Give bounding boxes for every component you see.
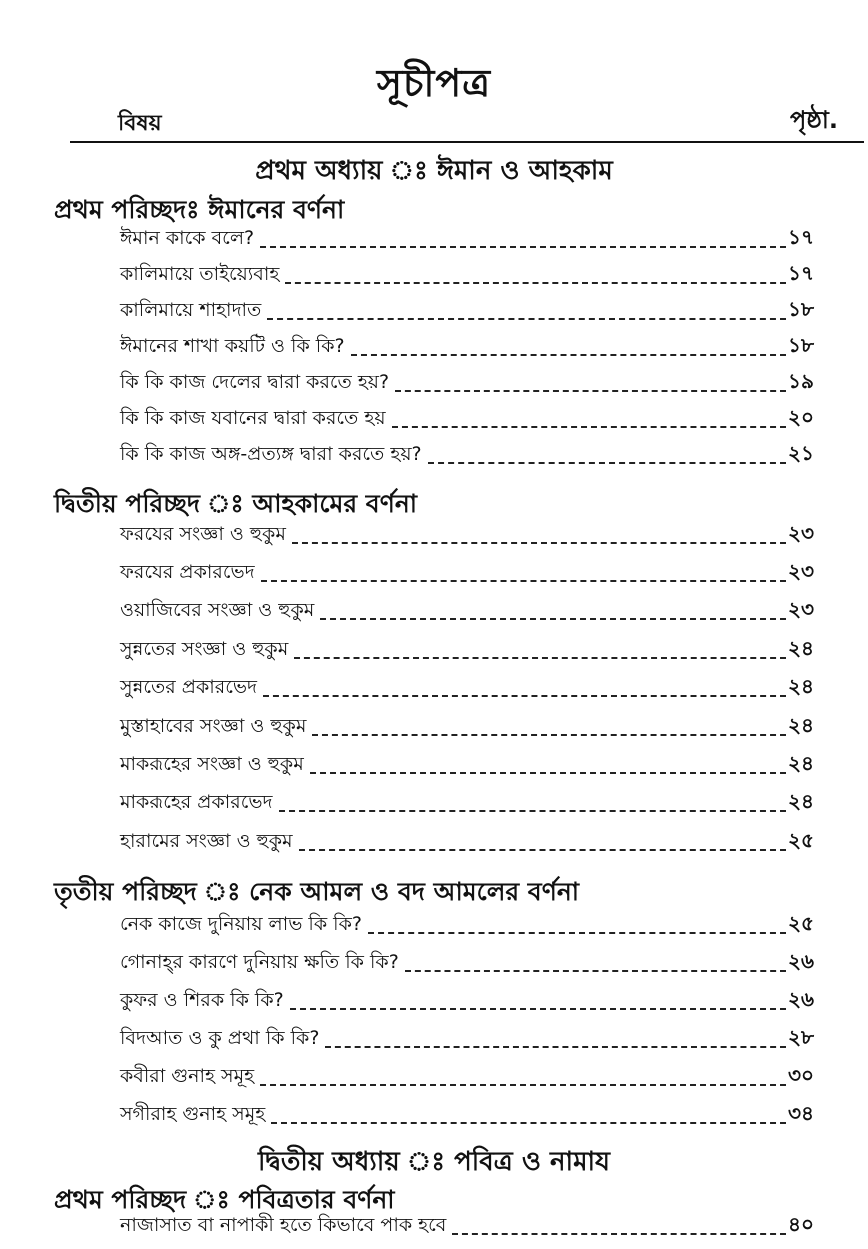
entry-page: ২৮	[788, 1025, 814, 1049]
toc-entry[interactable]	[120, 522, 814, 552]
header-rule	[70, 141, 864, 143]
toc-entry[interactable]	[120, 637, 814, 667]
leader-dashes	[292, 542, 786, 544]
toc-entry[interactable]	[120, 829, 814, 859]
leader-dashes	[285, 282, 786, 284]
leader-dashes	[294, 657, 786, 659]
entry-page: ২৬	[787, 987, 814, 1011]
entry-page: ২৪	[788, 713, 814, 737]
leader-dashes	[320, 618, 786, 620]
entry-page: ২৪	[788, 751, 814, 775]
toc-entry[interactable]	[120, 262, 814, 292]
entry-page: ২৪	[788, 636, 814, 660]
leader-dashes	[368, 932, 786, 934]
leader-dashes	[428, 462, 786, 464]
leader-dashes	[263, 695, 786, 697]
entry-text: কালিমায়ে শাহাদাত	[120, 299, 262, 321]
entry-page: ১৮	[788, 333, 814, 357]
page-title: সূচীপত্র	[376, 61, 492, 105]
leader-dashes	[279, 810, 787, 812]
entry-text: বিদআত ও কু প্রথা কি কি?	[120, 1027, 320, 1049]
entry-text: গোনাহ্‌র কারণে দুনিয়ায় ক্ষতি কি কি?	[120, 951, 399, 973]
leader-dashes	[260, 246, 786, 248]
page-column-header: পৃষ্ঠা.	[789, 106, 838, 134]
entry-page: ১৭	[788, 261, 814, 285]
leader-dashes	[312, 734, 786, 736]
entry-page: ২৩	[787, 559, 814, 583]
leader-dashes	[260, 1084, 786, 1086]
leader-dashes	[290, 1008, 786, 1010]
entry-text: নেক কাজে দুনিয়ায় লাভ কি কি?	[120, 913, 362, 935]
entry-text: মাকরূহের প্রকারভেদ	[120, 791, 273, 813]
toc-entry[interactable]	[120, 1102, 814, 1132]
entry-text: ফরযের সংজ্ঞা ও হুকুম	[120, 523, 286, 545]
entry-page: ২৬	[787, 949, 814, 973]
toc-entry[interactable]	[120, 560, 814, 590]
entry-text: সুন্নতের প্রকারভেদ	[120, 676, 257, 698]
leader-dashes	[271, 1122, 786, 1124]
entry-text: ঈমান কাকে বলে?	[120, 227, 255, 249]
toc-entry[interactable]	[120, 790, 814, 820]
entry-text: মাকরূহের সংজ্ঞা ও হুকুম	[120, 753, 304, 775]
leader-dashes	[351, 354, 786, 356]
toc-entry[interactable]	[120, 298, 814, 328]
entry-page: ১৯	[788, 369, 814, 393]
entry-page: ২৩	[787, 521, 814, 545]
toc-entry[interactable]	[120, 442, 814, 472]
toc-entry[interactable]	[120, 950, 814, 980]
section-title: প্রথম পরিচ্ছদঃ ঈমানের বর্ণনা	[54, 195, 345, 224]
leader-dashes	[261, 580, 786, 582]
entry-text: কি কি কাজ অঙ্গ-প্রত্যঙ্গ দ্বারা করতে হয়?	[120, 443, 422, 465]
leader-dashes	[325, 1046, 786, 1048]
entry-text: কি কি কাজ যবানের দ্বারা করতে হয়	[120, 407, 386, 429]
toc-entry[interactable]	[120, 912, 814, 942]
leader-dashes	[299, 849, 786, 851]
entry-text: হারামের সংজ্ঞা ও হুকুম	[120, 830, 293, 852]
leader-dashes	[452, 1233, 786, 1235]
entry-text: ফরযের প্রকারভেদ	[120, 561, 255, 583]
toc-entry[interactable]	[120, 370, 814, 400]
entry-text: সগীরাহ গুনাহ সমূহ	[120, 1103, 266, 1125]
leader-dashes	[267, 318, 786, 320]
toc-entry[interactable]	[120, 1064, 814, 1094]
leader-dashes	[395, 390, 786, 392]
entry-text: কুফর ও শিরক কি কি?	[120, 989, 284, 1011]
entry-page: ২৫	[788, 911, 814, 935]
entry-page: ২৫	[788, 828, 814, 852]
entry-page: ২০	[787, 405, 814, 429]
chapter-title: প্রথম অধ্যায় ঃ ঈমান ও আহকাম	[255, 156, 613, 186]
leader-dashes	[310, 772, 786, 774]
leader-dashes	[392, 426, 786, 428]
entry-text: নাজাসাত বা নাপাকী হতে কিভাবে পাক হবে	[120, 1214, 447, 1236]
entry-text: কালিমায়ে তাইয়্যেবাহ	[120, 263, 280, 285]
toc-entry[interactable]	[120, 752, 814, 782]
entry-page: ৩০	[787, 1063, 814, 1087]
entry-page: ৩৪	[788, 1101, 814, 1125]
chapter-title: দ্বিতীয় অধ্যায় ঃ পবিত্র ও নামায	[257, 1147, 611, 1177]
entry-text: সুন্নতের সংজ্ঞা ও হুকুম	[120, 638, 289, 660]
entry-page: ২৪	[788, 674, 814, 698]
entry-page: ২১	[788, 441, 814, 465]
section-title: দ্বিতীয় পরিচ্ছদ ঃ আহকামের বর্ণনা	[54, 489, 418, 518]
toc-entry[interactable]	[120, 988, 814, 1018]
section-title: প্রথম পরিচ্ছদ ঃ পবিত্রতার বর্ণনা	[54, 1185, 395, 1214]
toc-entry[interactable]	[120, 675, 814, 705]
entry-text: ওয়াজিবের সংজ্ঞা ও হুকুম	[120, 599, 315, 621]
toc-entry[interactable]	[120, 1213, 814, 1243]
entry-page: ৪০	[788, 1212, 814, 1236]
entry-page: ২৩	[787, 597, 814, 621]
toc-entry[interactable]	[120, 714, 814, 744]
subject-column-header: বিষয়	[118, 111, 162, 136]
toc-entry[interactable]	[120, 334, 814, 364]
toc-entry[interactable]	[120, 226, 814, 256]
entry-text: কবীরা গুনাহ সমূহ	[120, 1065, 255, 1087]
toc-entry[interactable]	[120, 598, 814, 628]
toc-entry[interactable]	[120, 1026, 814, 1056]
entry-page: ২৪	[788, 789, 814, 813]
section-title: তৃতীয় পরিচ্ছদ ঃ নেক আমল ও বদ আমলের বর্ণনা	[54, 877, 580, 906]
entry-text: কি কি কাজ দেলের দ্বারা করতে হয়?	[120, 371, 390, 393]
entry-text: ঈমানের শাখা কয়টি ও কি কি?	[120, 335, 345, 357]
entry-page: ১৭	[788, 225, 814, 249]
leader-dashes	[405, 970, 786, 972]
entry-page: ১৮	[788, 297, 814, 321]
toc-entry[interactable]	[120, 406, 814, 436]
entry-text: মুস্তাহাবের সংজ্ঞা ও হুকুম	[120, 715, 307, 737]
